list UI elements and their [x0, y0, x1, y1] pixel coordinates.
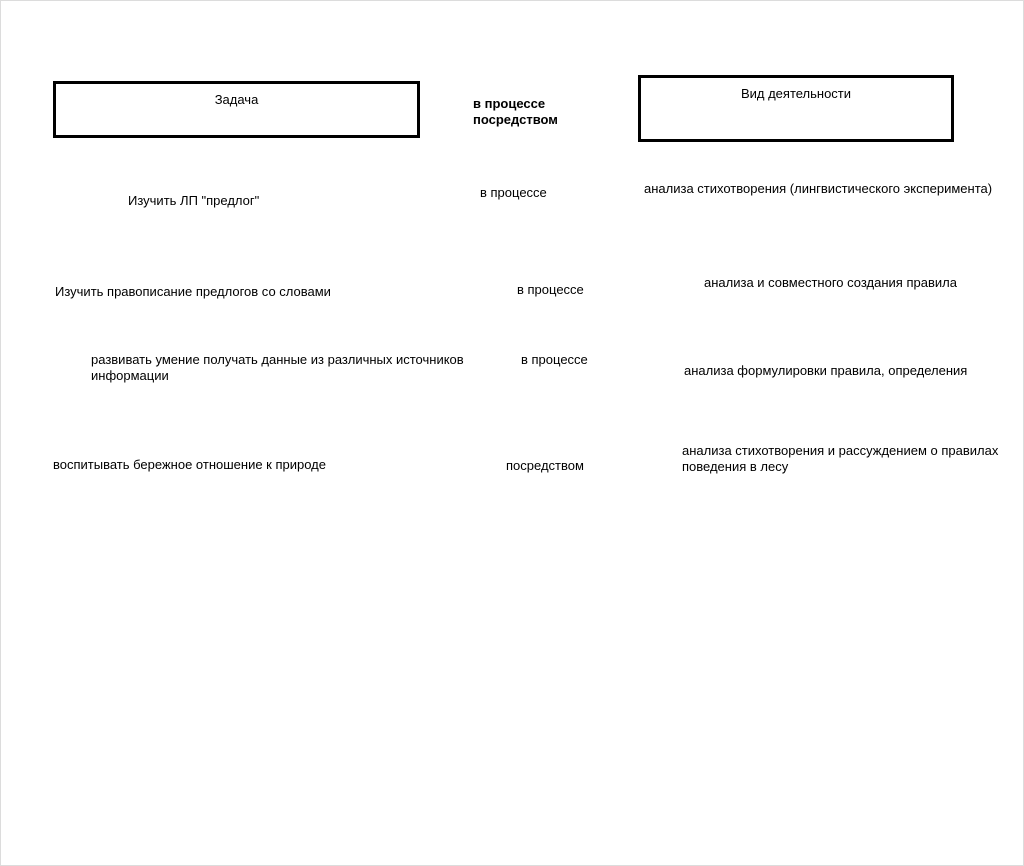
- row3-task-line1: развивать умение получать данные из различных источников: [91, 352, 464, 367]
- task-header-label: Задача: [214, 92, 259, 107]
- row2-task: Изучить правописание предлогов со словами: [55, 284, 331, 299]
- row1-activity: анализа стихотворения (лингвистического эксперимента): [644, 181, 993, 196]
- row4-activity-line2: поведения в лесу: [682, 459, 789, 474]
- row3-activity: анализа формулировки правила, определения: [684, 363, 968, 378]
- row2-mode: в процессе: [517, 282, 584, 297]
- row1-mode: в процессе: [480, 185, 547, 200]
- activity-header-box: [638, 75, 954, 142]
- middle-header-line2: посредством: [473, 112, 558, 127]
- row4-task: воспитывать бережное отношение к природе: [53, 457, 326, 472]
- activity-header-label: Вид деятельности: [740, 86, 852, 101]
- row4-activity-line1: анализа стихотворения и рассуждением о правилах: [682, 443, 999, 458]
- row4-mode: посредством: [506, 458, 584, 473]
- row1-task: Изучить ЛП "предлог": [128, 193, 260, 208]
- task-header-box: [53, 81, 420, 138]
- row3-task-line2: информации: [91, 368, 169, 383]
- middle-header-line1: в процессе: [473, 96, 546, 111]
- row3-mode: в процессе: [521, 352, 588, 367]
- row2-activity: анализа и совместного создания правила: [704, 275, 957, 290]
